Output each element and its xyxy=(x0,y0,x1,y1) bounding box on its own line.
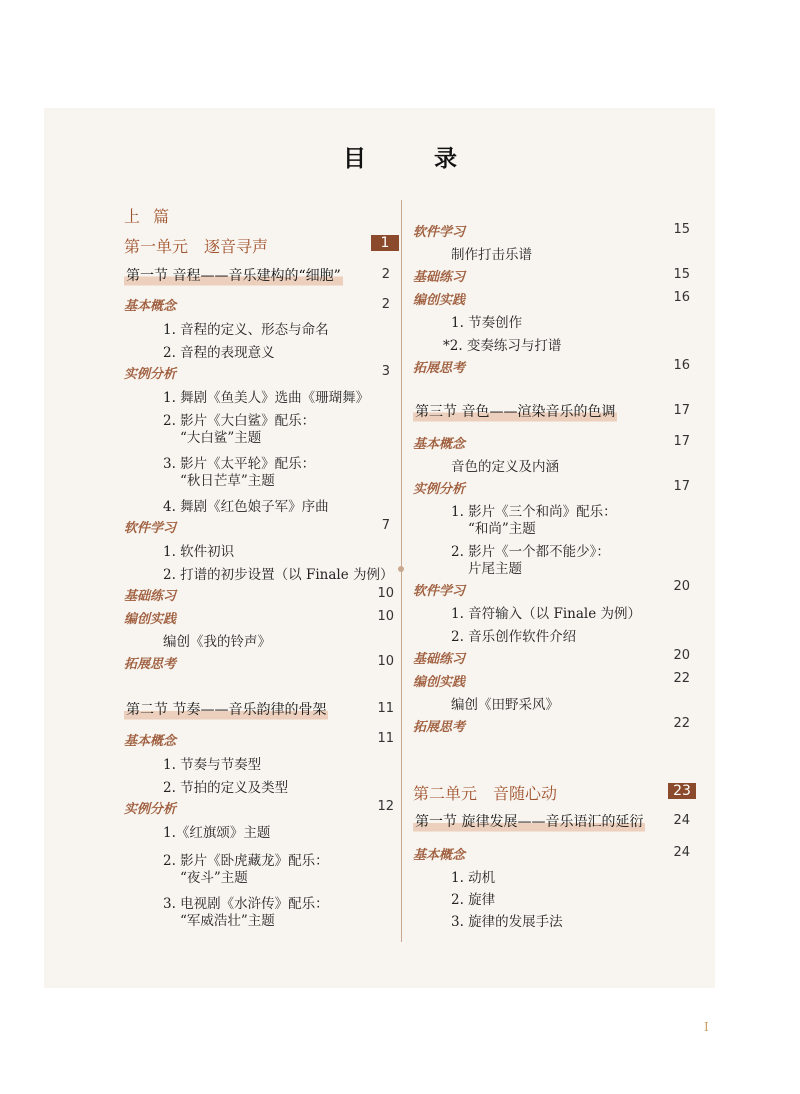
category-creation[interactable]: 编创实践 xyxy=(413,675,466,690)
section-3-title[interactable]: 第三节 音色——渲染音乐的色调 xyxy=(413,399,617,424)
page-folio: I xyxy=(704,1020,709,1034)
page-title: 目 录 xyxy=(342,145,487,172)
section-4-page[interactable]: 24 xyxy=(673,813,690,828)
category-page[interactable]: 10 xyxy=(377,609,394,624)
category-page[interactable]: 16 xyxy=(673,358,690,373)
category-page[interactable]: 12 xyxy=(377,799,394,814)
category-basic-concept[interactable]: 基本概念 xyxy=(124,299,177,314)
category-software[interactable]: 软件学习 xyxy=(413,225,466,240)
category-basic-concept[interactable]: 基本概念 xyxy=(413,437,466,452)
unit-1-title[interactable]: 第一单元 逐音寻声 xyxy=(124,237,269,256)
category-exercise[interactable]: 基础练习 xyxy=(413,270,466,285)
toc-item-cont[interactable]: “大白鲨”主题 xyxy=(180,430,262,446)
toc-item[interactable]: 1.《红旗颂》主题 xyxy=(163,825,271,841)
toc-item[interactable]: 制作打击乐谱 xyxy=(451,247,532,263)
section-3-page[interactable]: 17 xyxy=(673,403,690,418)
category-extension[interactable]: 拓展思考 xyxy=(413,720,466,735)
toc-item[interactable]: 3. 旋律的发展手法 xyxy=(451,914,563,930)
unit-1-page[interactable]: 1 xyxy=(371,235,399,251)
toc-item[interactable]: 1. 影片《三个和尚》配乐： xyxy=(451,504,617,520)
category-page[interactable]: 15 xyxy=(673,222,690,237)
category-software[interactable]: 软件学习 xyxy=(413,584,466,599)
category-creation[interactable]: 编创实践 xyxy=(413,293,466,308)
toc-item[interactable]: 2. 音程的表现意义 xyxy=(163,345,275,361)
section-2-page[interactable]: 11 xyxy=(377,701,394,716)
category-page[interactable]: 20 xyxy=(673,648,690,663)
unit-2-page[interactable]: 23 xyxy=(668,783,696,799)
toc-item[interactable]: 4. 舞剧《红色娘子军》序曲 xyxy=(163,499,329,515)
category-page[interactable]: 2 xyxy=(381,297,390,312)
part-label: 上 篇 xyxy=(124,207,174,226)
toc-item[interactable]: 2. 影片《一个都不能少》： xyxy=(451,544,610,560)
toc-item[interactable]: 1. 节奏与节奏型 xyxy=(163,757,262,773)
toc-item-cont[interactable]: “和尚”主题 xyxy=(468,521,536,537)
toc-item-cont[interactable]: “秋日芒草”主题 xyxy=(180,473,275,489)
category-extension[interactable]: 拓展思考 xyxy=(413,361,466,376)
toc-item-cont[interactable]: “军威浩壮”主题 xyxy=(180,913,275,929)
toc-item[interactable]: 1. 音程的定义、形态与命名 xyxy=(163,322,329,338)
category-page[interactable]: 10 xyxy=(377,586,394,601)
category-exercise[interactable]: 基础练习 xyxy=(413,652,466,667)
toc-item-cont[interactable]: 片尾主题 xyxy=(468,561,522,577)
category-page[interactable]: 10 xyxy=(377,654,394,669)
category-basic-concept[interactable]: 基本概念 xyxy=(413,848,466,863)
category-page[interactable]: 17 xyxy=(673,434,690,449)
category-page[interactable]: 7 xyxy=(381,518,390,533)
toc-item[interactable]: 3. 影片《太平轮》配乐： xyxy=(163,456,316,472)
toc-item[interactable]: *2. 变奏练习与打谱 xyxy=(443,338,562,354)
category-page[interactable]: 22 xyxy=(673,671,690,686)
category-page[interactable]: 11 xyxy=(377,731,394,746)
category-case-analysis[interactable]: 实例分析 xyxy=(413,482,466,497)
unit-2-title[interactable]: 第二单元 音随心动 xyxy=(413,784,558,803)
category-page[interactable]: 17 xyxy=(673,479,690,494)
section-2-title[interactable]: 第二节 节奏——音乐韵律的骨架 xyxy=(124,697,328,722)
toc-item[interactable]: 编创《我的铃声》 xyxy=(163,634,271,650)
category-case-analysis[interactable]: 实例分析 xyxy=(124,367,177,382)
category-page[interactable]: 15 xyxy=(673,267,690,282)
toc-item[interactable]: 1. 动机 xyxy=(451,870,496,886)
toc-item[interactable]: 1. 节奏创作 xyxy=(451,315,523,331)
section-1-page[interactable]: 2 xyxy=(381,267,390,282)
toc-item[interactable]: 2. 节拍的定义及类型 xyxy=(163,780,289,796)
toc-item[interactable]: 1. 舞剧《鱼美人》选曲《珊瑚舞》 xyxy=(163,390,370,406)
category-page[interactable]: 3 xyxy=(381,364,390,379)
toc-item[interactable]: 2. 影片《大白鲨》配乐： xyxy=(163,413,316,429)
category-page[interactable]: 24 xyxy=(673,845,690,860)
section-4-title[interactable]: 第一节 旋律发展——音乐语汇的延衍 xyxy=(413,809,645,834)
toc-item[interactable]: 1. 软件初识 xyxy=(163,544,235,560)
toc-item[interactable]: 1. 音符输入（以 Finale 为例） xyxy=(451,606,641,622)
toc-item[interactable]: 2. 旋律 xyxy=(451,892,496,908)
category-exercise[interactable]: 基础练习 xyxy=(124,589,177,604)
toc-item[interactable]: 3. 电视剧《水浒传》配乐： xyxy=(163,896,329,912)
toc-item[interactable]: 2. 音乐创作软件介绍 xyxy=(451,629,577,645)
category-creation[interactable]: 编创实践 xyxy=(124,612,177,627)
toc-item[interactable]: 2. 打谱的初步设置（以 Finale 为例） xyxy=(163,567,394,583)
toc-item[interactable]: 音色的定义及内涵 xyxy=(451,459,559,475)
category-case-analysis[interactable]: 实例分析 xyxy=(124,802,177,817)
category-basic-concept[interactable]: 基本概念 xyxy=(124,734,177,749)
category-page[interactable]: 22 xyxy=(673,716,690,731)
category-extension[interactable]: 拓展思考 xyxy=(124,657,177,672)
category-page[interactable]: 16 xyxy=(673,290,690,305)
category-page[interactable]: 20 xyxy=(673,579,690,594)
toc-item[interactable]: 编创《田野采风》 xyxy=(451,697,559,713)
section-1-title[interactable]: 第一节 音程——音乐建构的“细胞” xyxy=(124,263,343,288)
category-software[interactable]: 软件学习 xyxy=(124,521,177,536)
toc-item[interactable]: 2. 影片《卧虎藏龙》配乐： xyxy=(163,853,329,869)
toc-item-cont[interactable]: “夜斗”主题 xyxy=(180,870,248,886)
